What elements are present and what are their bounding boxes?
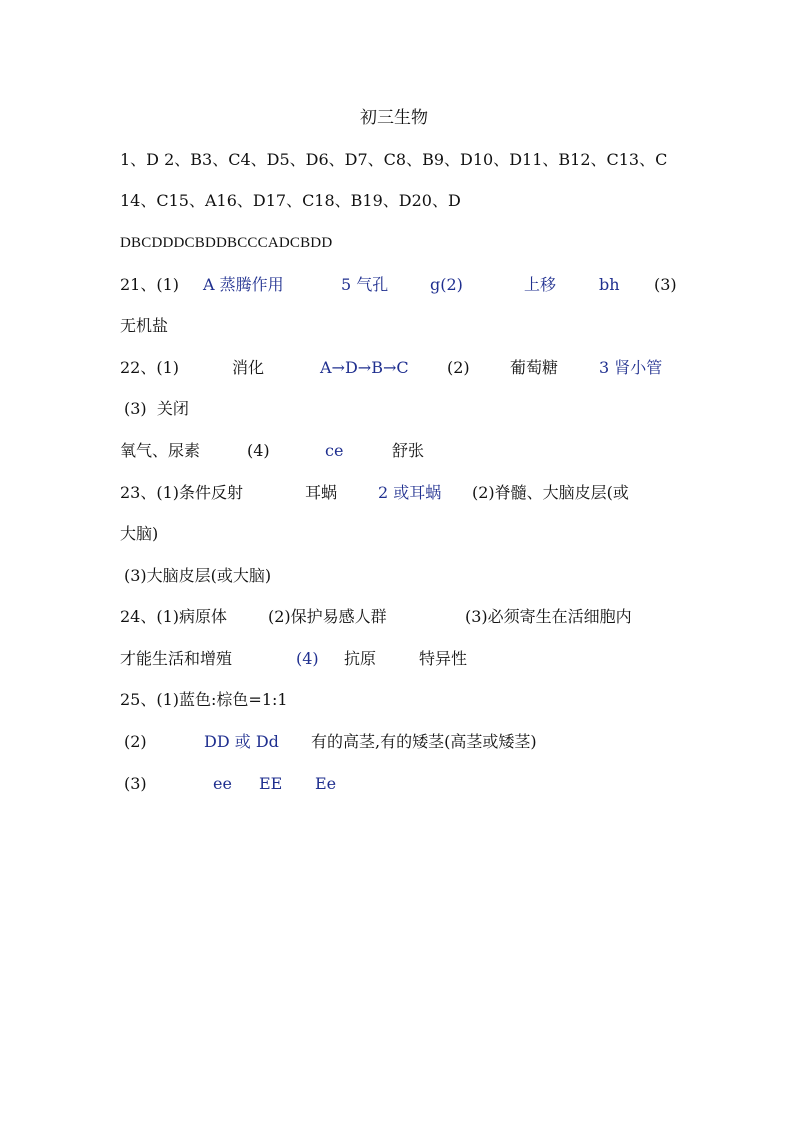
q21-answer-f: (3) <box>654 275 677 294</box>
answers-line-2: 14、C15、A16、D17、C18、B19、D20、D <box>120 191 461 210</box>
q23-answer-d: (2)脊髓、大脑皮层(或 <box>472 483 629 502</box>
answers-line-1: 1、D 2、B3、C4、D5、D6、D7、C8、B9、D10、D11、B12、C13、C <box>120 150 668 169</box>
q23-cont-2: (3)大脑皮层(或大脑) <box>124 566 272 585</box>
q22-cont-2a: 氧气、尿素 <box>120 441 201 460</box>
q24-cont-1: 才能生活和增殖 <box>120 649 233 668</box>
q21-answer-b: 5 气孔 <box>341 275 389 294</box>
q25-answer-c3: EE <box>259 774 283 793</box>
answers-line-3: DBCDDDCBDDBCCCADCBDD <box>120 235 333 251</box>
q25-answer-b1: (2) <box>124 732 147 751</box>
q24-cont-3: 抗原 <box>344 649 377 668</box>
q21-cont: 无机盐 <box>120 316 169 335</box>
q23-answer-c: 2 或耳蜗 <box>378 483 442 502</box>
q21-answer-d: 上移 <box>524 275 557 294</box>
q21-answer-c: g(2) <box>430 275 463 294</box>
q25-answer-b2: DD 或 Dd <box>204 732 279 751</box>
page-title: 初三生物 <box>360 108 428 128</box>
q22-cont-2c: ce <box>325 441 344 460</box>
q22-answer-e: 3 肾小管 <box>599 358 663 377</box>
q22-cont-2d: 舒张 <box>392 441 425 460</box>
q25-answer-b3: 有的高茎,有的矮茎(高茎或矮茎) <box>311 732 537 751</box>
q21-prefix: 21、(1) <box>120 275 180 294</box>
q24-answer-c: (3)必须寄生在活细胞内 <box>465 607 632 626</box>
q21-answer-e: bh <box>599 275 620 294</box>
q23-cont-1: 大脑) <box>120 524 159 543</box>
q25-answer-c2: ee <box>213 774 232 793</box>
q22-cont-1: (3) 关闭 <box>124 399 189 418</box>
q23-answer-b: 耳蜗 <box>305 483 338 502</box>
q25-answer-a: 25、(1)蓝色:棕色=1:1 <box>120 690 288 709</box>
q21-answer-a: A 蒸腾作用 <box>203 275 284 294</box>
q24-cont-2: (4) <box>296 649 319 668</box>
q25-answer-c1: (3) <box>124 774 147 793</box>
q25-answer-c4: Ee <box>315 774 337 793</box>
q24-answer-a: 24、(1)病原体 <box>120 607 228 626</box>
q24-cont-4: 特异性 <box>419 649 468 668</box>
q22-answer-c: (2) <box>447 358 470 377</box>
q22-cont-2b: (4) <box>247 441 270 460</box>
q22-answer-b: A→D→B→C <box>320 358 409 377</box>
q22-prefix: 22、(1) <box>120 358 180 377</box>
q22-answer-a: 消化 <box>232 358 265 377</box>
q24-answer-b: (2)保护易感人群 <box>268 607 387 626</box>
q23-answer-a: 23、(1)条件反射 <box>120 483 244 502</box>
q22-answer-d: 葡萄糖 <box>510 358 559 377</box>
